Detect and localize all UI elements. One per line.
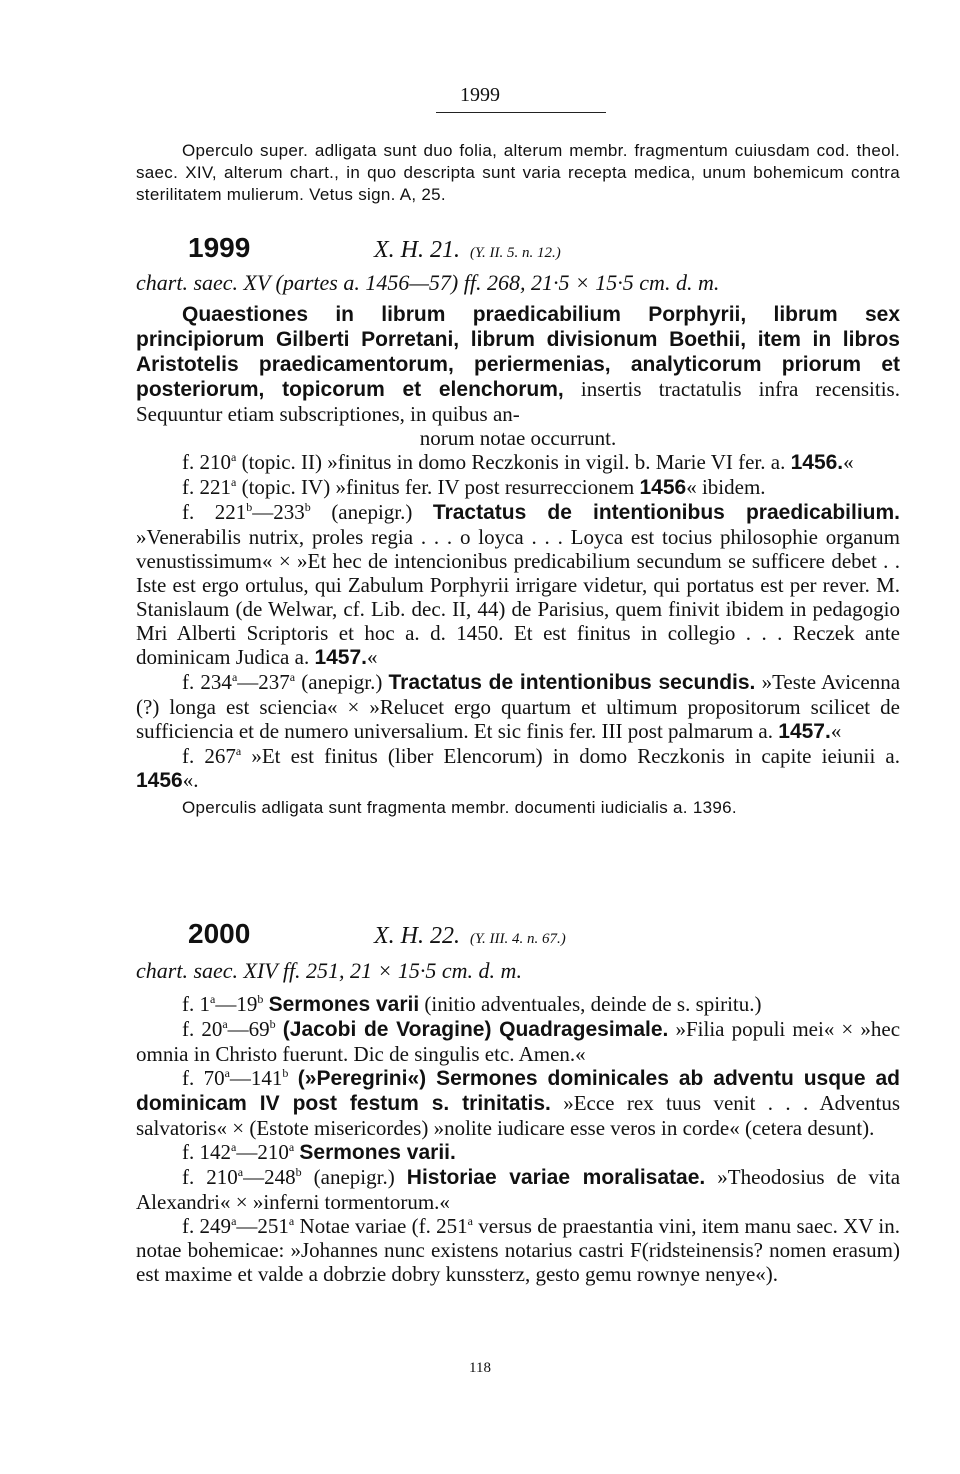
item-f221b-233b <box>136 500 900 670</box>
contents-intro <box>136 302 900 426</box>
folio-side: b <box>269 1017 276 1031</box>
folio-ref-end: —251 <box>236 1214 289 1238</box>
folio-side: b <box>304 500 311 514</box>
item-text-end: « <box>830 719 842 743</box>
folio-ref: f. 1 <box>182 992 210 1016</box>
old-signature: (Y. III. 4. n. 67.) <box>470 931 566 947</box>
spacer <box>276 1017 283 1041</box>
folio-side: a <box>288 1140 295 1154</box>
folio-ref: f. 267 <box>182 744 236 768</box>
old-signature: (Y. II. 5. n. 12.) <box>470 245 561 261</box>
folio-ref-end: —233 <box>252 500 305 524</box>
folio-side: b <box>282 1066 289 1080</box>
entry-1999-header <box>136 232 900 264</box>
folio-side: b <box>246 500 253 514</box>
closing-note: Operculis adligata sunt fragmenta membr. documenti iudicialis a. 1396. <box>182 798 737 817</box>
folio-side: a <box>231 450 237 464</box>
shelf-signature: X. H. 21. <box>374 237 460 263</box>
item-text: »Teste Avicenna (?) longa est sciencia« × »Relucet ergo quartum et ultimum propositorum scilicet de sufficiencia et de numero universalium. Et sic finis fer. III post palmarum a. <box>136 670 901 743</box>
folio-ref: f. 210 <box>182 450 231 474</box>
item-text-end: « <box>843 450 854 474</box>
item-title: (»Peregrini«) Sermones dominicales ab adventu usque ad dominicam IV post festum s. trinitatis. <box>136 1067 900 1115</box>
item-text-end: « <box>367 645 378 669</box>
item-f210 <box>136 450 900 475</box>
item-title: Tractatus de intentionibus praedicabilium. <box>432 501 900 524</box>
folio-ref: f. 142 <box>182 1140 231 1164</box>
folio-ref: f. 20 <box>182 1017 223 1041</box>
page-number: 118 <box>469 1360 491 1376</box>
item-text: »Theodosius de vita Alexandri« × »inferni tormentorum.« <box>136 1165 901 1214</box>
folio-side: a <box>210 992 216 1006</box>
folio-side: a <box>288 1214 295 1228</box>
entry-2000 <box>136 918 900 1286</box>
item-f267a <box>136 744 900 793</box>
head-rule <box>436 112 606 113</box>
contents-intro-bold: Quaestiones in librum praedicabilium Porphyrii, librum sex principiorum Gilberti Porretani, librum divisionum Boethii, item in libros Aristotelis praedicamentorum, periermenias, analyticorum priorum et posteriorum, topicorum et elenchorum, <box>136 303 900 401</box>
item-year: 1457. <box>778 720 831 743</box>
item-text: Notae variae (f. 251 <box>294 1214 468 1238</box>
item-text-end: «. <box>182 768 199 792</box>
item-title: Tractatus de intentionibus secundis. <box>388 671 756 694</box>
item-title: Sermones varii <box>268 993 420 1016</box>
anepigr-note: (anepigr.) <box>310 500 433 524</box>
folio-ref: f. 221 <box>182 475 231 499</box>
item-text: (topic. IV) »finitus fer. IV post resurreccionem <box>236 475 640 499</box>
folio-ref-end: —248 <box>243 1165 296 1189</box>
item-f210a-248b <box>136 1165 900 1214</box>
folio-side: a <box>289 670 296 684</box>
item-f70a-141b <box>136 1066 900 1140</box>
entry-2000-header <box>136 918 900 950</box>
anepigr-note: (anepigr.) <box>301 1165 407 1189</box>
item-f221a <box>136 475 900 500</box>
folio-side: a <box>467 1214 473 1228</box>
spacer <box>288 1066 297 1090</box>
item-text: (initio adventuales, deinde de s. spiritu.) <box>419 992 762 1016</box>
folio-ref: f. 210 <box>182 1165 238 1189</box>
contents-intro-rest: insertis tractatulis infra recensitis. Sequuntur etiam subscriptiones, in quibus an- <box>136 377 900 426</box>
folio-ref: f. 70 <box>182 1066 225 1090</box>
codex-description: chart. saec. XV (partes a. 1456—57) ff. 268, 21·5 × 15·5 cm. d. m. <box>136 270 720 295</box>
folio-side: a <box>231 1140 237 1154</box>
item-year: 1457. <box>314 646 368 669</box>
item-f249a-251a <box>136 1214 900 1286</box>
item-title: Sermones varii. <box>299 1141 456 1164</box>
running-head: 1999 <box>460 84 500 106</box>
item-text-end: « ibidem. <box>686 475 766 499</box>
preface-note <box>136 140 900 206</box>
folio-ref-end: —19 <box>215 992 258 1016</box>
folio-side: a <box>224 1066 230 1080</box>
item-title: (Jacobi de Voragine) Quadragesimale. <box>282 1018 669 1041</box>
entry-1999 <box>136 232 900 819</box>
folio-side: a <box>237 1165 244 1179</box>
folio-ref-end: —69 <box>227 1017 270 1041</box>
folio-ref: f. 234 <box>182 670 232 694</box>
preface-text: Operculo super. adligata sunt duo folia, alterum membr. fragmentum cuiusdam cod. theol. saec. XIV, alterum chart., in quo descripta sunt varia recepta medica, unum bohemicum contra sterilitatem mulierum. Vetus sign. A, 25. <box>136 141 900 204</box>
folio-ref: f. 249 <box>182 1214 232 1238</box>
codex-description: chart. saec. XIV ff. 251, 21 × 15·5 cm. d. m. <box>136 958 522 983</box>
folio-side: a <box>231 475 237 489</box>
item-text: »Filia populi mei« × »hec omnia in Christo fuerunt. Dic de singulis etc. Amen.« <box>136 1017 901 1066</box>
item-text: »Ecce rex tuus venit . . . Adventus salvatoris« × (Estote misericordes) »nolite iudicare esse veros in corde« (cetera desunt). <box>136 1091 900 1140</box>
item-year: 1456 <box>639 476 687 499</box>
folio-ref-end: —237 <box>237 670 290 694</box>
item-year: 1456. <box>790 451 844 474</box>
item-text-end: versus de praestantia vini, item manu saec. XV in. notae bohemicae: »Johannes nunc existens notarius castri F(ridsteinensis? nomen erasum) est maxime et valde a dobrzie dobry kunssterz, gesto gemu rownye nenye«). <box>136 1214 900 1286</box>
item-f142a-210a <box>136 1140 900 1165</box>
folio-side: a <box>231 670 238 684</box>
folio-ref-end: —210 <box>236 1140 289 1164</box>
folio-side: a <box>222 1017 228 1031</box>
item-title: Historiae variae moralisatae. <box>406 1166 706 1189</box>
entry-number: 1999 <box>188 232 251 263</box>
anepigr-note: (anepigr.) <box>295 670 389 694</box>
folio-side: a <box>235 744 242 758</box>
item-text: »Venerabilis nutrix, proles regia . . . o loyca . . . Loyca est tocius philosophie organum venustissimum« × »Et hec de intencionibus predicabilium secundum se sufficere debet . . Iste est ergo ortulus, qui Zabulum Porphyrii irrigare videtur, qui portatus est per rever. M. Stanislaum (de Welwar, cf. Lib. dec. II, 44) de Parisius, quem finivit ibidem in pedagogio Mri Alberti Scriptoris et hoc a. d. 1450. Et est finitus in collegio . . . Reczek ante dominicam Judica a. <box>136 525 900 669</box>
folio-ref: f. 221 <box>182 500 247 524</box>
item-year: 1456 <box>136 769 183 792</box>
item-text: (topic. II) »finitus in domo Reczkonis in vigil. b. Marie VI fer. a. <box>236 450 791 474</box>
entry-number: 2000 <box>188 918 251 949</box>
folio-ref-end: —141 <box>229 1066 283 1090</box>
item-f20a-69b <box>136 1017 900 1066</box>
item-text: »Et est finitus (liber Elencorum) in domo Reczkonis in capite ieiunii a. <box>241 744 900 768</box>
shelf-signature: X. H. 22. <box>374 923 460 949</box>
folio-side: b <box>295 1165 302 1179</box>
folio-side: a <box>231 1214 237 1228</box>
folio-side: b <box>257 992 264 1006</box>
item-f1a-19b <box>136 992 900 1017</box>
item-f234a-237a <box>136 670 900 744</box>
contents-intro-last: norum notae occurrunt. <box>419 426 617 450</box>
